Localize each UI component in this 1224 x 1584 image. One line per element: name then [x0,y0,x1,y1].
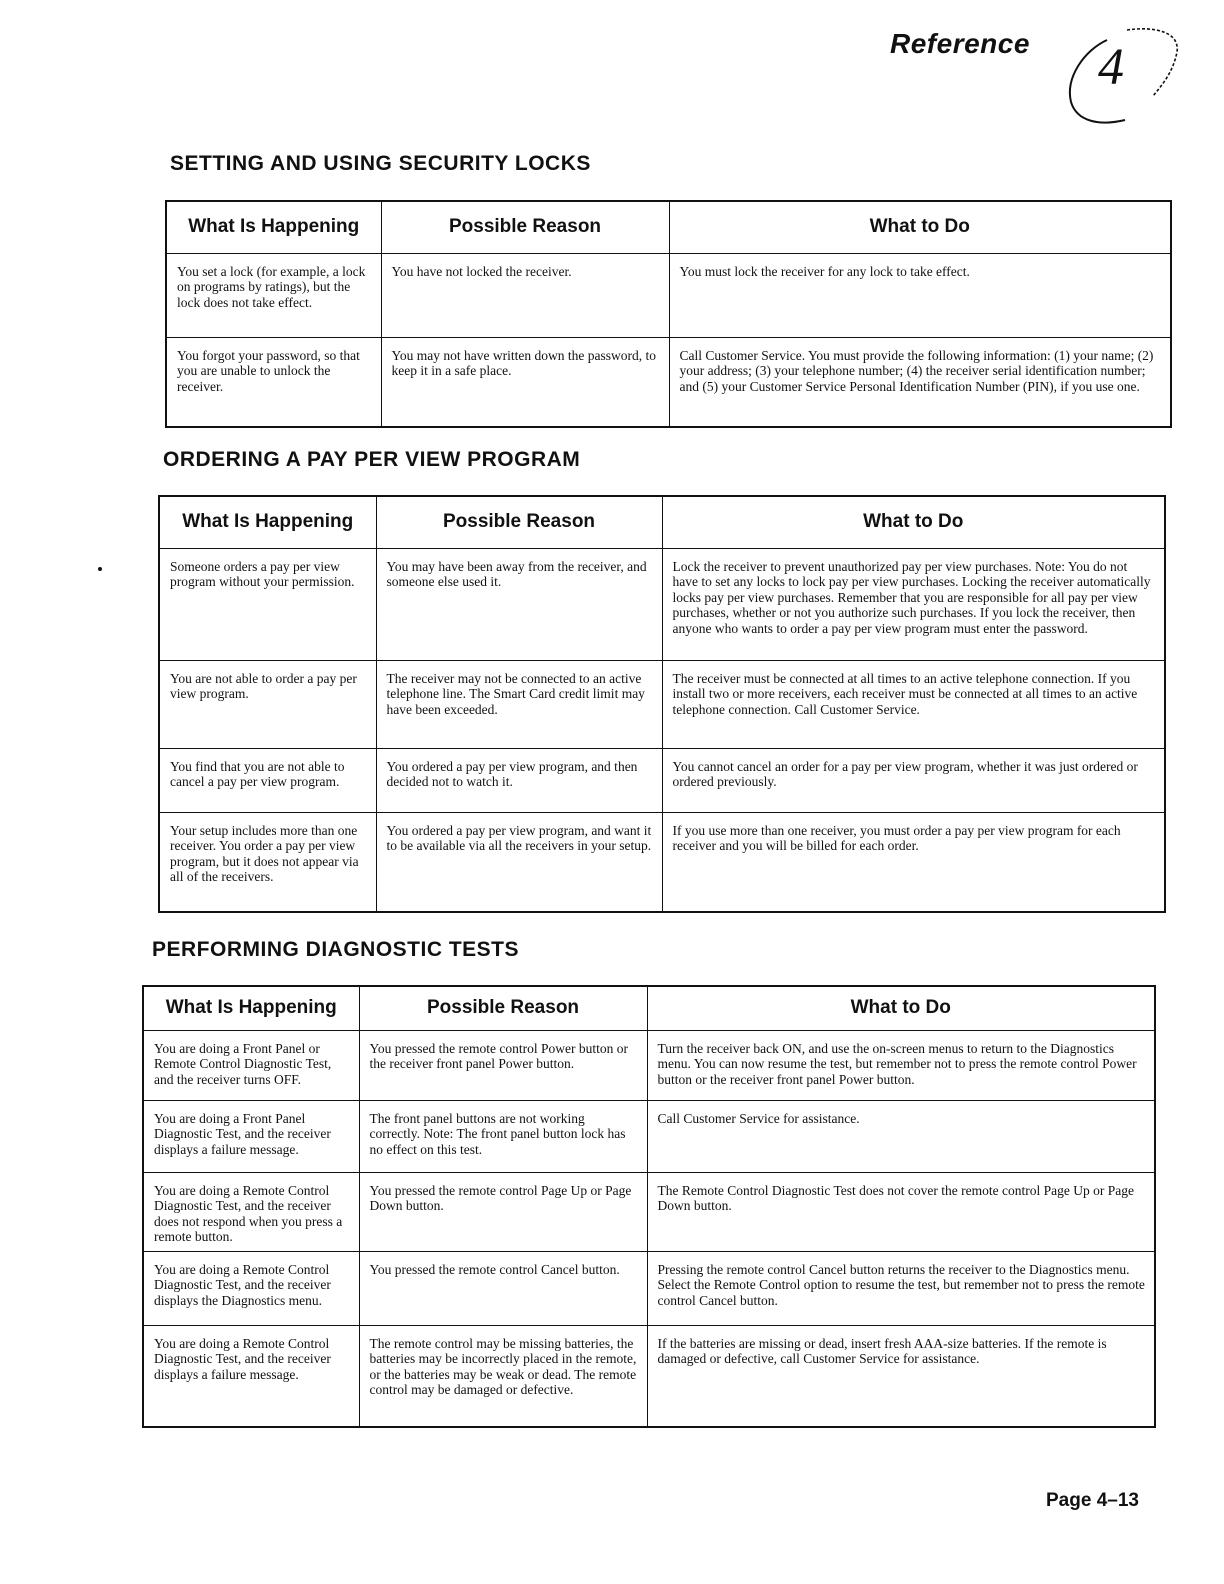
happening-cell: Someone orders a pay per view program without your permission. [159,548,376,660]
col-header-reason: Possible Reason [381,201,669,253]
happening-cell: You are doing a Remote Control Diagnostic Test, and the receiver does not respond when you press a remote button. [143,1172,359,1251]
diagnostic-tests-table [142,985,1156,1428]
table-row [159,660,1165,748]
todo-cell: The receiver must be connected at all times to an active telephone connection. If you install two or more receivers, each receiver must be connected at all times to an active telephone connection. Call Customer Service. [662,660,1165,748]
reason-cell: You pressed the remote control Power button or the receiver front panel Power button. [359,1030,647,1100]
table-row [143,1172,1155,1251]
security-locks-table [165,200,1172,428]
pay-per-view-table [158,495,1166,913]
reason-cell: You pressed the remote control Page Up or Page Down button. [359,1172,647,1251]
table-row [143,1325,1155,1427]
reason-cell: You ordered a pay per view program, and want it to be available via all the receivers in your setup. [376,812,662,912]
reason-cell: The remote control may be missing batteries, the batteries may be incorrectly placed in the remote, or the batteries may be weak or dead. The remote control may be damaged or defective. [359,1325,647,1427]
col-header-reason: Possible Reason [359,986,647,1030]
col-header-reason: Possible Reason [376,496,662,548]
happening-cell: Your setup includes more than one receiver. You order a pay per view program, but it does not appear via all of the receivers. [159,812,376,912]
reason-cell: The front panel buttons are not working correctly. Note: The front panel button lock has no effect on this test. [359,1100,647,1172]
page-number: Page 4–13 [1046,1490,1139,1511]
stray-dot [98,567,102,571]
todo-cell: If the batteries are missing or dead, insert fresh AAA-size batteries. If the remote is damaged or defective, call Customer Service for assistance. [647,1325,1155,1427]
reason-cell: You ordered a pay per view program, and then decided not to watch it. [376,748,662,812]
todo-cell: Pressing the remote control Cancel button returns the receiver to the Diagnostics menu. Select the Remote Control option to resume the test, but remember not to press the remote control Cancel button. [647,1251,1155,1325]
col-header-todo: What to Do [669,201,1171,253]
table-row [166,337,1171,427]
table-row [143,1030,1155,1100]
table-row [143,1100,1155,1172]
happening-cell: You forgot your password, so that you are unable to unlock the receiver. [166,337,381,427]
happening-cell: You find that you are not able to cancel a pay per view program. [159,748,376,812]
section-title-pay-per-view: ORDERING A PAY PER VIEW PROGRAM [163,448,581,471]
reason-cell: You have not locked the receiver. [381,253,669,337]
reason-cell: You may not have written down the password, to keep it in a safe place. [381,337,669,427]
happening-cell: You are doing a Front Panel or Remote Control Diagnostic Test, and the receiver turns OFF. [143,1030,359,1100]
table-row [159,548,1165,660]
todo-cell: Call Customer Service for assistance. [647,1100,1155,1172]
happening-cell: You set a lock (for example, a lock on programs by ratings), but the lock does not take effect. [166,253,381,337]
col-header-happening: What Is Happening [143,986,359,1030]
col-header-happening: What Is Happening [159,496,376,548]
chapter-number: 4 [1098,39,1124,96]
todo-cell: You cannot cancel an order for a pay per view program, whether it was just ordered or ordered previously. [662,748,1165,812]
todo-cell: The Remote Control Diagnostic Test does not cover the remote control Page Up or Page Down button. [647,1172,1155,1251]
reason-cell: You pressed the remote control Cancel button. [359,1251,647,1325]
todo-cell: Call Customer Service. You must provide the following information: (1) your name; (2) your address; (3) your telephone number; (4) the receiver serial identification number; and (5) your Customer Service Personal Identification Number (PIN), if you use one. [669,337,1171,427]
table-row [166,253,1171,337]
section-title-diagnostic-tests: PERFORMING DIAGNOSTIC TESTS [152,938,520,961]
happening-cell: You are doing a Remote Control Diagnostic Test, and the receiver displays a failure message. [143,1325,359,1427]
happening-cell: You are doing a Remote Control Diagnostic Test, and the receiver displays the Diagnostics menu. [143,1251,359,1325]
reason-cell: You may have been away from the receiver, and someone else used it. [376,548,662,660]
happening-cell: You are doing a Front Panel Diagnostic Test, and the receiver displays a failure message. [143,1100,359,1172]
col-header-happening: What Is Happening [166,201,381,253]
table-row [159,748,1165,812]
table-row [143,1251,1155,1325]
todo-cell: If you use more than one receiver, you must order a pay per view program for each receiver and you will be billed for each order. [662,812,1165,912]
happening-cell: You are not able to order a pay per view program. [159,660,376,748]
table-row [159,812,1165,912]
todo-cell: Turn the receiver back ON, and use the on-screen menus to return to the Diagnostics menu. You can now resume the test, but remember not to press the remote control Power button or the receiver front panel Power button. [647,1030,1155,1100]
todo-cell: Lock the receiver to prevent unauthorized pay per view purchases. Note: You do not have to set any locks to lock pay per view purchases. Locking the receiver automatically locks pay per view purchases. Remember that you are responsible for all pay per view purchases, whether or not you authorize such purchases. If you lock the receiver, then anyone who wants to order a pay per view program must enter the password. [662,548,1165,660]
col-header-todo: What to Do [662,496,1165,548]
col-header-todo: What to Do [647,986,1155,1030]
reason-cell: The receiver may not be connected to an active telephone line. The Smart Card credit limit may have been exceeded. [376,660,662,748]
section-title-security-locks: SETTING AND USING SECURITY LOCKS [170,152,591,175]
reference-label: Reference [890,28,1030,59]
todo-cell: You must lock the receiver for any lock to take effect. [669,253,1171,337]
